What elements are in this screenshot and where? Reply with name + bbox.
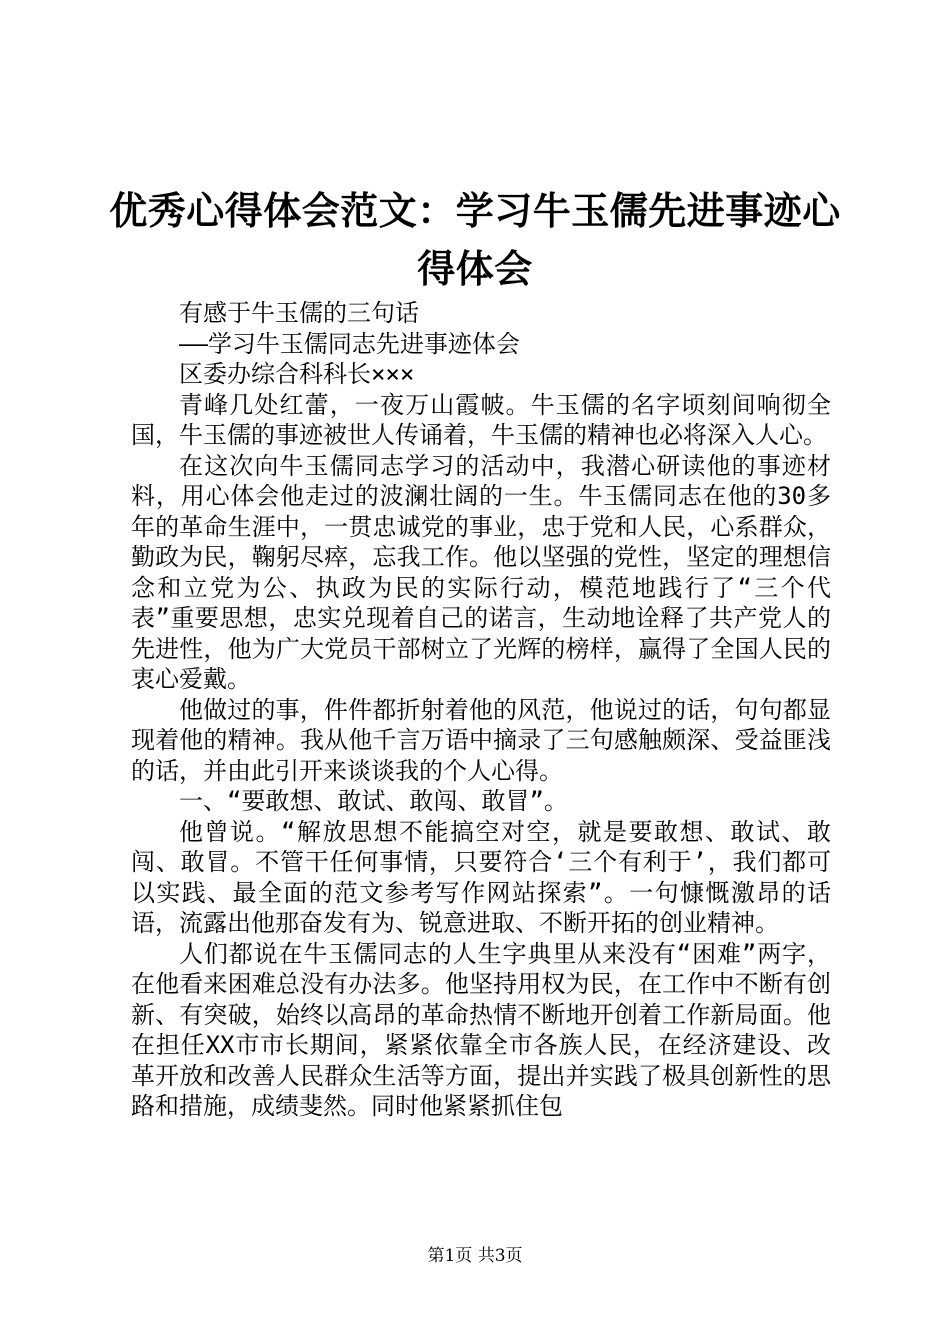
paragraph: 他做过的事，件件都折射着他的风范，他说过的话，句句都显现着他的精神。我从他千言万语中摘录了三句感触颇深、受益匪浅的话，并由此引开来谈谈我的个人心得。 [131, 695, 831, 785]
author-line: 区委办综合科科长××× [179, 360, 415, 388]
paragraph: 在这次向牛玉儒同志学习的活动中，我潜心研读他的事迹材料，用心体会他走过的波澜壮阔的一生。牛玉儒同志在他的30多年的革命生涯中，一贯忠诚党的事业，忠于党和人民，心系群众，勤政为民，鞠躬尽瘁，忘我工作。他以坚强的党性，坚定的理想信念和立党为公、执政为民的实际行动，模范地践行了“三个代表”重要思想，忠实兑现着自己的诺言，生动地诠释了共产党人的先进性，他为广大党员干部树立了光辉的榜样，赢得了全国人民的衷心爱戴。 [131, 451, 831, 693]
subtitle-line: 有感于牛玉儒的三句话 [179, 299, 419, 327]
subtitle-line: ——学习牛玉儒同志先进事迹体会 [179, 329, 520, 358]
document-body [131, 298, 831, 1122]
paragraph: 人们都说在牛玉儒同志的人生字典里从来没有“困难”两字，在他看来困难总没有办法多。他坚持用权为民，在工作中不断有创新、有突破，始终以高昂的革命热情不断地开创着工作新局面。他在担任XX市市长期间，紧紧依靠全市各族人民，在经济建设、改革开放和改善人民群众生活等方面，提出并实践了极具创新性的思路和措施，成绩斐然。同时他紧紧抓住包 [131, 939, 831, 1120]
section-heading: 一、“要敢想、敢试、敢闯、敢冒”。 [179, 787, 568, 815]
paragraph: 他曾说。“解放思想不能搞空对空，就是要敢想、敢试、敢闯、敢冒。不管干任何事情，只要符合‘三个有利于’，我们都可以实践、最全面的范文参考写作网站探索”。一句慷慨激昂的话语，流露出他那奋发有为、锐意进取、不断开拓的创业精神。 [131, 817, 831, 937]
page-footer: 第1页 共3页 [427, 1246, 523, 1266]
paragraph: 青峰几处红蕾，一夜万山霞帔。牛玉儒的名字顷刻间响彻全国，牛玉儒的事迹被世人传诵着，牛玉儒的精神也必将深入人心。 [131, 390, 831, 449]
document-title: 优秀心得体会范文：学习牛玉儒先进事迹心得体会 [109, 188, 841, 291]
